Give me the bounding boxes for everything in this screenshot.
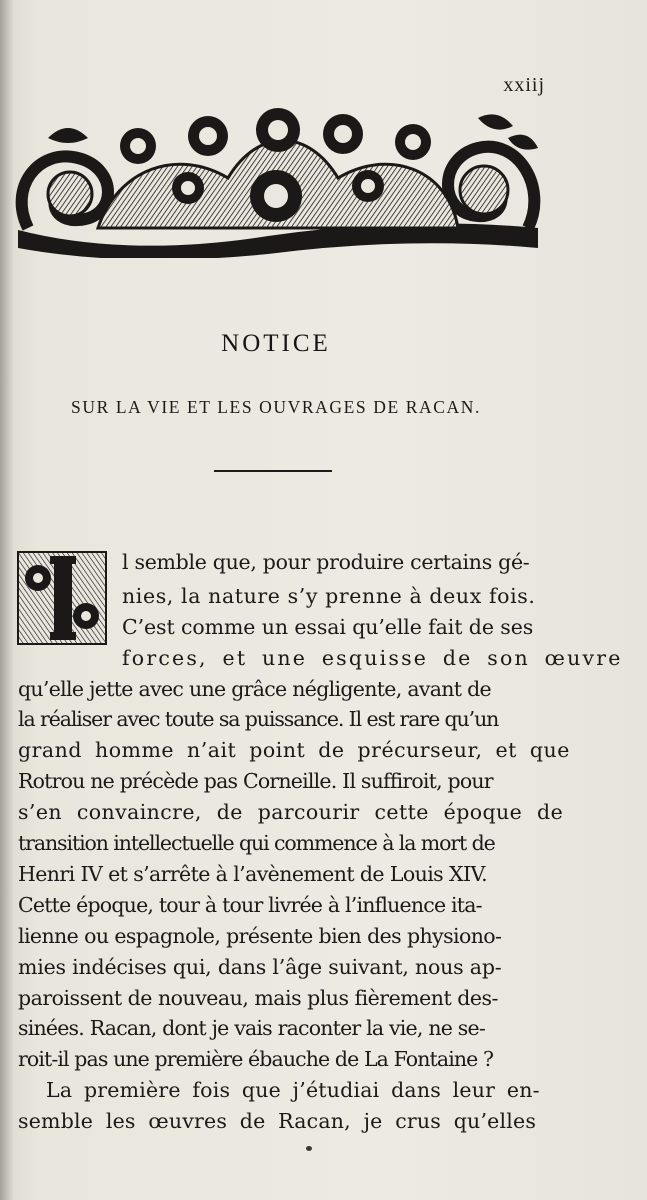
body-line: s’en convaincre, de parcourir cette époque de [18,800,564,824]
body-line: forces, et une esquisse de son œuvre [122,646,623,670]
body-line: transition intellectuelle qui commence à la mort de [18,831,495,855]
drop-cap-letter [16,550,108,646]
title-rule-divider [214,470,332,472]
floral-headpiece-ornament [8,108,548,258]
body-line: nies, la nature s’y prenne à deux fois. [122,584,536,608]
body-line: la réaliser avec toute sa puissance. Il est rare qu’un [18,707,499,731]
body-line: qu’elle jette avec une grâce négligente, avant de [18,677,491,701]
body-line: La première fois que j’étudiai dans leur en- [46,1078,540,1102]
decorative-drop-cap [16,550,108,646]
body-line: lienne ou espagnole, présente bien des physiono- [18,924,502,948]
body-line: C’est comme un essai qu’elle fait de ses [122,615,534,639]
notice-subtitle: SUR LA VIE ET LES OUVRAGES DE RACAN. [71,397,481,417]
body-line: roit-il pas une première ébauche de La Fontaine ? [18,1047,494,1071]
body-line: Rotrou ne précède pas Corneille. Il suffiroit, pour [18,769,493,793]
notice-title: NOTICE [221,330,331,357]
paper-speck [306,1146,312,1151]
page-number: xxiij [503,74,545,96]
body-line: Cette époque, tour à tour livrée à l’influence ita- [18,893,482,917]
body-line: mies indécises qui, dans l’âge suivant, nous ap- [18,955,502,979]
body-line: Henri IV et s’arrête à l’avènement de Louis XIV. [18,862,488,886]
body-line: sinées. Racan, dont je vais raconter la vie, ne se- [18,1016,485,1040]
body-line: l semble que, pour produire certains gé- [122,550,530,574]
body-line: semble les œuvres de Racan, je crus qu’elles [18,1109,537,1133]
body-line: grand homme n’ait point de précurseur, et que [18,738,570,762]
body-line: paroissent de nouveau, mais plus fièrement des- [18,986,498,1010]
